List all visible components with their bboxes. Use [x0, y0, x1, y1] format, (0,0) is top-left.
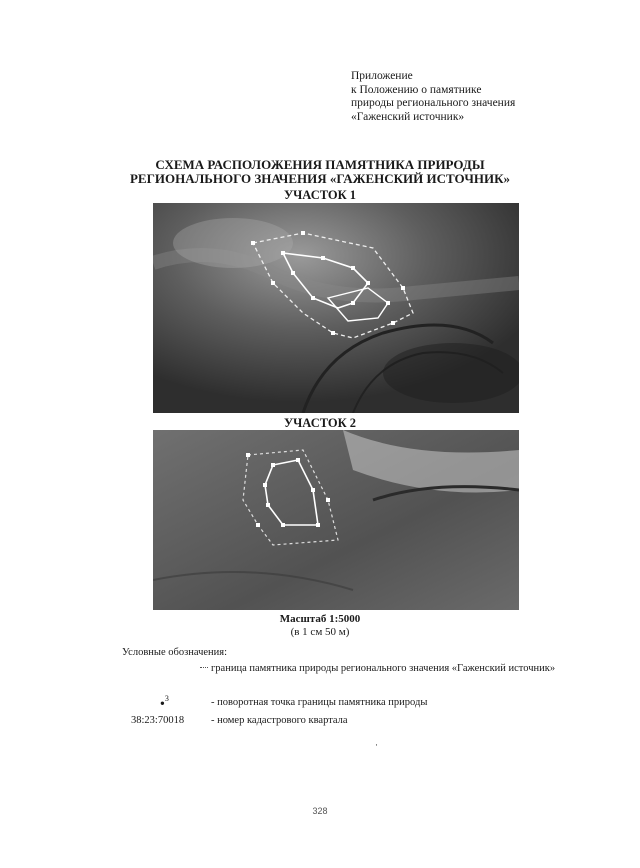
legend-boundary: граница памятника природы регионального значения «Гаженский источник»	[211, 663, 556, 674]
appendix-line: к Положению о памятнике	[351, 83, 482, 96]
appendix-line: «Гаженский источник»	[351, 110, 465, 123]
boundary-symbol	[200, 667, 208, 668]
plot-2-label: УЧАСТОК 2	[283, 416, 357, 430]
legend-turning-point: - поворотная точка границы памятника природы	[211, 697, 428, 708]
cadastral-example: 38:23:70018	[131, 715, 185, 726]
title-line: СХЕМА РАСПОЛОЖЕНИЯ ПАМЯТНИКА ПРИРОДЫ	[155, 157, 485, 172]
plot-2-map	[153, 430, 519, 610]
appendix-line: природы регионального значения	[351, 97, 516, 109]
plot-1-label: УЧАСТОК 1	[283, 188, 357, 202]
appendix-line: Приложение	[351, 70, 413, 82]
scale-sub: (в 1 см 50 м)	[290, 625, 350, 638]
document-title	[0, 158, 640, 186]
legend-title: Условные обозначения:	[122, 647, 228, 658]
scale-block	[0, 613, 640, 638]
page-number: 328	[312, 806, 328, 816]
appendix-note	[351, 70, 515, 124]
plot-1-map	[153, 203, 519, 413]
point-number: 3	[164, 694, 169, 703]
legend-cadastral: - номер кадастрового квартала	[211, 715, 348, 726]
title-line: РЕГИОНАЛЬНОГО ЗНАЧЕНИЯ «ГАЖЕНСКИЙ ИСТОЧНИК»	[129, 171, 511, 186]
turning-point-symbol: ●$^3$	[160, 694, 169, 708]
stray-mark: ·	[375, 740, 378, 750]
scale-label: Масштаб 1:5000	[279, 613, 361, 625]
